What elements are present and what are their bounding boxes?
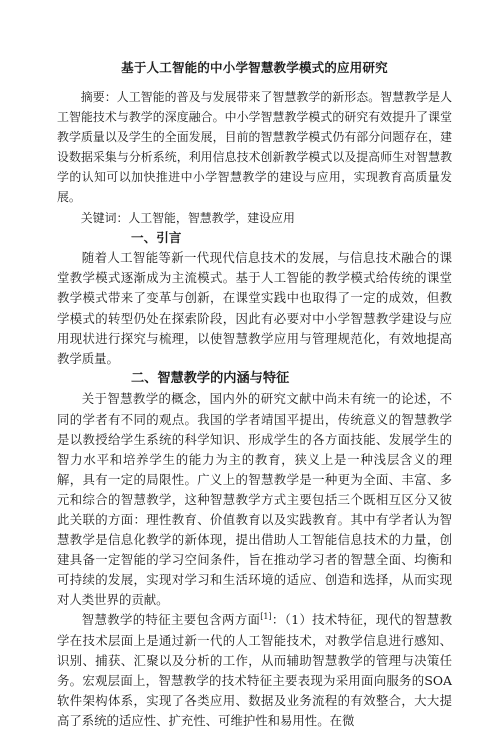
section-heading-introduction: 一、引言	[131, 229, 182, 245]
paper-title: 基于人工智能的中小学智慧教学模式的应用研究	[121, 60, 388, 75]
section-paragraph-features	[57, 610, 452, 731]
citation-ref: [1]	[260, 612, 272, 622]
features-text-rest: ：（1）技术特征，现代的智慧教学在技术层面上是通过新一代的人工智能技术，对教学信息进行感知、识别、捕获、汇聚以及分析的工作，从而辅助智慧教学的管理与决策任务。宏观层面上，智慧教学的技术特征主要表现为采用面向服务的SOA软件架构体系，实现了各类应用、数据及业务流程的有效整合，大大提高了系统的适应性、扩充性、可维护性和易用性。在微	[57, 612, 453, 728]
abstract: 摘要：人工智能的普及与发展带来了智慧教学的新形态。智慧教学是人工智能技术与教学的深度融合。中小学智慧教学模式的研究有效提升了课堂教学质量以及学生的全面发展，目前的智慧教学模式仍有部分问题存在，建设数据采集与分析系统，利用信息技术创新教学模式以及提高师生对智慧教学的认知可以加快推进中小学智慧教学的建设与应用，实现教育高质量发展。	[57, 90, 452, 205]
features-text-start: 智慧教学的特征主要包含两方面	[81, 612, 261, 628]
keywords: 关键词：人工智能，智慧教学，建设应用	[80, 210, 295, 225]
section-paragraph-introduction: 随着人工智能等新一代现代信息技术的发展，与信息技术融合的课堂教学模式逐渐成为主流模式。基于人工智能的教学模式给传统的课堂教学模式带来了变革与创新，在课堂实践中也取得了一定的成效，但教学模式的转型仍处在探索阶段，因此有必要对中小学智慧教学建设与应用现状进行探究与梳理，以使智慧教学应用与管理规范化，有效地提高教学质量。	[57, 250, 452, 366]
section-paragraph-concept: 关于智慧教学的概念，国内外的研究文献中尚未有统一的论述，不同的学者有不同的观点。我国的学者靖国平提出，传统意义的智慧教学是以教授给学生系统的科学知识、形成学生的各方面技能、发展学生的智力水平和培养学生的能力为主的教育，狭义上是一种浅层含义的理解，具有一定的局限性。广义上的智慧教学是一种更为全面、丰富、多元和综合的智慧教学，这种智慧教学方式主要包括三个既相互区分又彼此关联的方面：理性教育、价值教育以及实践教育。其中有学者认为智慧教学是信息化教学的新体现，提出借助人工智能信息技术的力量，创建具备一定智能的学习空间条件，旨在推动学习者的智慧全面、均衡和可持续的发展，实现对学习和生活环境的适应、创造和选择，从而实现对人类世界的贡献。	[57, 391, 452, 608]
section-heading-connotation: 二、智慧教学的内涵与特征	[131, 370, 290, 386]
